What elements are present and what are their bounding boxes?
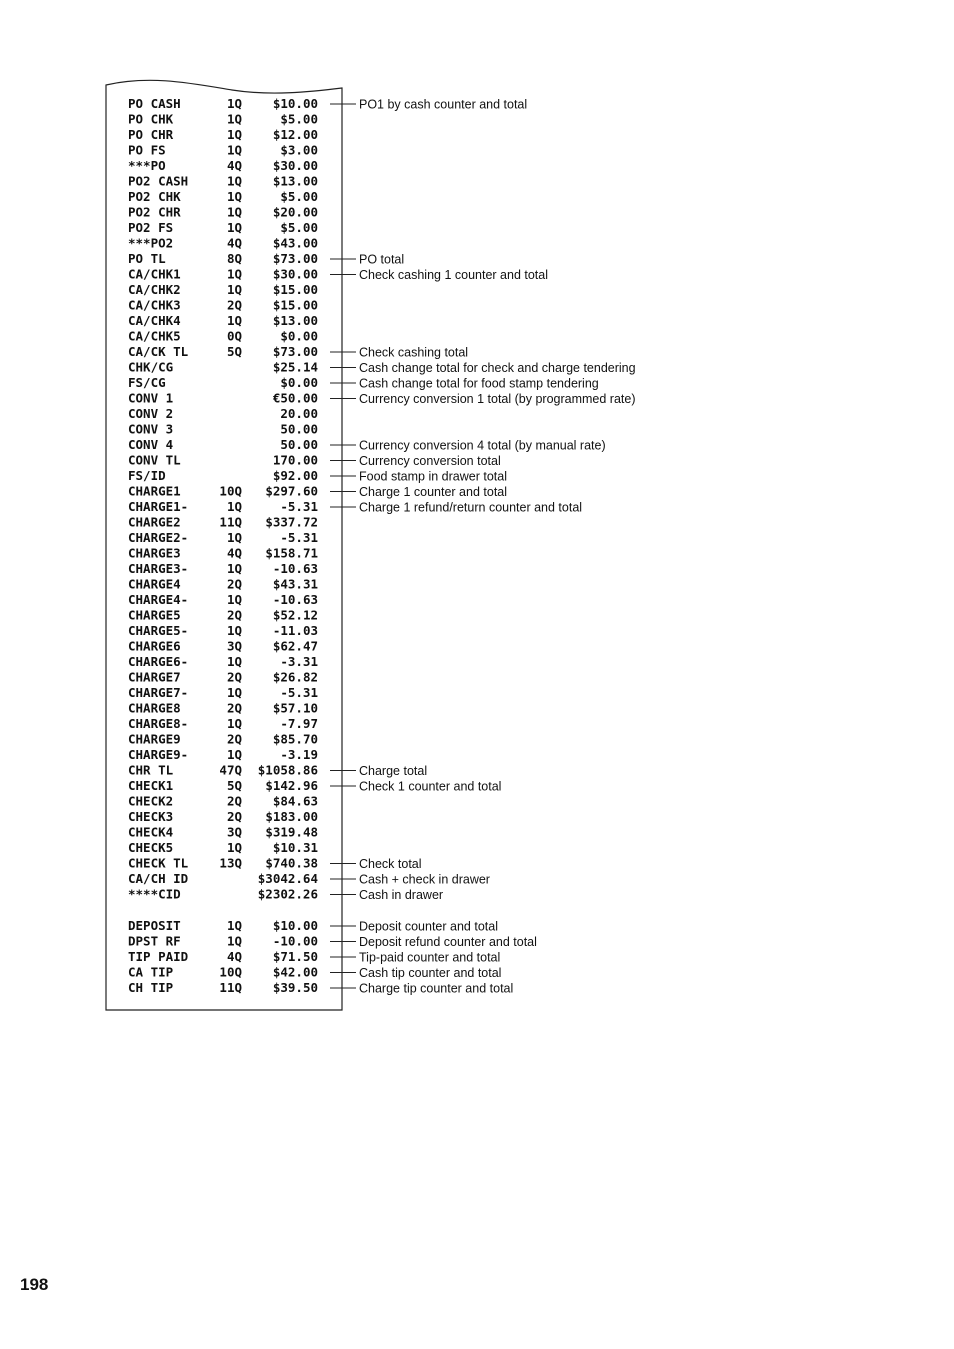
receipt-row-label: CHARGE7 bbox=[128, 669, 181, 685]
receipt-row-amount: -10.00 bbox=[272, 933, 318, 949]
receipt-row bbox=[128, 949, 318, 964]
receipt-row-label: ***PO bbox=[128, 158, 166, 173]
receipt-row-label: CHECK3 bbox=[128, 809, 174, 824]
receipt-row-count: 8Q bbox=[226, 251, 242, 266]
receipt-row-count: 2Q bbox=[226, 809, 242, 824]
receipt-row bbox=[128, 251, 318, 266]
receipt-row-label: CHARGE9 bbox=[128, 731, 181, 747]
receipt-row-amount: $5.00 bbox=[280, 220, 318, 235]
receipt-row-count: 1Q bbox=[226, 623, 242, 638]
annotation-text: PO1 by cash counter and total bbox=[359, 97, 528, 112]
receipt-row-count: 1Q bbox=[226, 142, 242, 158]
receipt-row-label: CONV 2 bbox=[128, 406, 174, 421]
receipt-row-amount: $62.47 bbox=[272, 638, 318, 654]
receipt-row bbox=[128, 468, 318, 483]
receipt-row-label: CA/CH ID bbox=[128, 871, 189, 886]
receipt-row bbox=[128, 530, 318, 545]
receipt-row bbox=[128, 406, 318, 421]
receipt-row-count: 1Q bbox=[226, 685, 242, 700]
receipt-row-count: 4Q bbox=[226, 235, 242, 251]
annotation-text: Cash change total for check and charge tendering bbox=[359, 361, 636, 375]
receipt-row-amount: -5.31 bbox=[280, 685, 318, 700]
receipt-row-amount: $57.10 bbox=[272, 700, 318, 716]
receipt-row-count: 47Q bbox=[219, 762, 242, 778]
receipt-row-label: CHARGE2- bbox=[128, 530, 189, 545]
receipt-row-amount: $158.71 bbox=[265, 545, 318, 561]
receipt-row-amount: $85.70 bbox=[272, 731, 318, 747]
receipt-row bbox=[128, 623, 318, 638]
receipt-row bbox=[128, 825, 318, 840]
receipt-row bbox=[128, 639, 318, 654]
receipt-row-label: CHR TL bbox=[128, 762, 174, 778]
receipt-row bbox=[128, 747, 318, 762]
receipt-row-label: CHECK5 bbox=[128, 840, 174, 855]
annotation-text: Charge total bbox=[359, 764, 428, 778]
receipt-row-label: CA/CHK4 bbox=[128, 313, 181, 328]
receipt-row-amount: $20.00 bbox=[272, 204, 318, 220]
receipt-row-amount: $3.00 bbox=[280, 142, 318, 158]
receipt-row-label: PO2 CASH bbox=[128, 173, 189, 189]
receipt-row-count: 1Q bbox=[226, 282, 242, 297]
receipt-row-count: 1Q bbox=[226, 96, 242, 111]
receipt-row-amount: $43.31 bbox=[272, 576, 318, 592]
receipt-row-label: ***PO2 bbox=[128, 235, 174, 251]
receipt-row-label: TIP PAID bbox=[128, 949, 189, 964]
receipt-row-amount: $142.96 bbox=[265, 778, 318, 793]
receipt-row-amount: $3042.64 bbox=[257, 871, 318, 886]
receipt-row-count: 1Q bbox=[226, 220, 242, 235]
receipt-row-label: CHARGE4 bbox=[128, 576, 181, 592]
receipt-row-amount: $183.00 bbox=[265, 809, 318, 824]
receipt-row-amount: $5.00 bbox=[280, 111, 318, 127]
receipt-row-amount: $73.00 bbox=[272, 344, 318, 359]
annotation-text: Cash change total for food stamp tendering bbox=[359, 376, 599, 391]
receipt-row bbox=[128, 546, 318, 561]
receipt-row-count: 1Q bbox=[226, 933, 242, 949]
annotations bbox=[330, 98, 636, 996]
receipt-row-label: CONV 3 bbox=[128, 421, 174, 437]
receipt-row-count: 0Q bbox=[226, 328, 242, 344]
receipt-row-label: CHARGE3 bbox=[128, 545, 181, 561]
receipt-row bbox=[128, 732, 318, 747]
receipt-row-count: 3Q bbox=[226, 638, 242, 654]
receipt-row bbox=[128, 918, 318, 933]
annotation-text: Cash + check in drawer bbox=[359, 872, 490, 887]
receipt-row-count: 1Q bbox=[226, 654, 242, 669]
annotation-text: PO total bbox=[359, 252, 405, 267]
receipt-row-amount: $740.38 bbox=[265, 855, 318, 871]
receipt-row-count: 4Q bbox=[226, 545, 242, 561]
annotation-text: Deposit refund counter and total bbox=[359, 935, 537, 949]
annotation-text: Food stamp in drawer total bbox=[359, 469, 507, 484]
receipt-row-amount: $13.00 bbox=[272, 313, 318, 328]
receipt-row-count: 2Q bbox=[226, 576, 242, 592]
receipt-row-label: CHARGE6- bbox=[128, 654, 189, 669]
receipt-row-count: 1Q bbox=[226, 111, 242, 127]
receipt-row-count: 2Q bbox=[226, 669, 242, 685]
annotation-text: Tip-paid counter and total bbox=[359, 950, 501, 965]
receipt-row bbox=[128, 887, 318, 902]
receipt-row-count: 1Q bbox=[226, 592, 242, 607]
receipt-row bbox=[128, 189, 318, 204]
receipt-row-label: CHECK1 bbox=[128, 778, 174, 793]
receipt-row bbox=[128, 174, 318, 189]
receipt-row bbox=[128, 236, 318, 251]
page-number: 198 bbox=[20, 1275, 49, 1294]
receipt-row-amount: $15.00 bbox=[272, 297, 318, 313]
receipt-row-count: 2Q bbox=[226, 700, 242, 716]
receipt-row-amount: $30.00 bbox=[272, 266, 318, 282]
receipt-row-amount: -5.31 bbox=[280, 530, 318, 545]
receipt-row-amount: $92.00 bbox=[272, 468, 318, 483]
receipt-row-amount: $30.00 bbox=[272, 158, 318, 173]
receipt-row-amount: -3.31 bbox=[280, 654, 318, 669]
receipt-row bbox=[128, 561, 318, 576]
receipt-row bbox=[128, 794, 318, 809]
receipt-row-amount: $5.00 bbox=[280, 189, 318, 204]
receipt-row-label: CA/CHK2 bbox=[128, 282, 181, 297]
receipt-row-label: DPST RF bbox=[128, 933, 181, 949]
receipt-row-amount: $39.50 bbox=[272, 980, 318, 995]
receipt-row-label: PO TL bbox=[128, 251, 166, 266]
receipt-row bbox=[128, 127, 318, 142]
receipt-row-label: FS/CG bbox=[128, 375, 166, 390]
receipt-row bbox=[128, 112, 318, 127]
receipt-row-label: CONV 4 bbox=[128, 437, 174, 452]
receipt-row-count: 10Q bbox=[219, 483, 242, 499]
receipt-row bbox=[128, 391, 318, 406]
receipt-row-label: PO FS bbox=[128, 142, 166, 158]
receipt-row-amount: $10.31 bbox=[272, 840, 318, 855]
receipt-row bbox=[128, 965, 318, 980]
receipt-row bbox=[128, 484, 318, 499]
receipt-row bbox=[128, 329, 318, 344]
receipt-row-amount: -5.31 bbox=[280, 499, 318, 514]
receipt-row-label: CHARGE2 bbox=[128, 514, 181, 530]
receipt-row bbox=[128, 980, 318, 995]
receipt-row-label: CHARGE1- bbox=[128, 499, 189, 514]
receipt-row-count: 1Q bbox=[226, 266, 242, 282]
receipt-row-count: 2Q bbox=[226, 731, 242, 747]
receipt-row-label: CHECK4 bbox=[128, 824, 174, 840]
receipt-row-amount: 50.00 bbox=[280, 421, 318, 437]
receipt-row-count: 1Q bbox=[226, 189, 242, 204]
receipt-row-amount: 170.00 bbox=[272, 452, 318, 468]
annotation-text: Check total bbox=[359, 857, 422, 871]
receipt-row bbox=[128, 298, 318, 313]
receipt-row bbox=[128, 654, 318, 669]
annotation-text: Currency conversion 1 total (by programmed rate) bbox=[359, 392, 636, 406]
receipt-row bbox=[128, 437, 318, 452]
receipt-row-amount: -3.19 bbox=[280, 747, 318, 762]
receipt-row bbox=[128, 778, 318, 793]
receipt-row-label: PO CHK bbox=[128, 111, 174, 127]
receipt-row bbox=[128, 577, 318, 592]
receipt-row-label: PO2 CHK bbox=[128, 189, 181, 204]
annotation-text: Check cashing 1 counter and total bbox=[359, 268, 549, 282]
receipt-row bbox=[128, 422, 318, 437]
receipt-row-amount: $0.00 bbox=[280, 375, 318, 390]
receipt-row-amount: $73.00 bbox=[272, 251, 318, 266]
receipt-row-label: CHARGE5- bbox=[128, 623, 189, 638]
receipt-row-amount: -10.63 bbox=[272, 592, 318, 607]
receipt-row bbox=[128, 856, 318, 871]
receipt-row bbox=[128, 375, 318, 390]
receipt-row-amount: $10.00 bbox=[272, 918, 318, 933]
receipt-row-amount: €50.00 bbox=[272, 390, 318, 406]
receipt-row-amount: $43.00 bbox=[272, 235, 318, 251]
annotation-text: Charge 1 refund/return counter and total bbox=[359, 500, 583, 515]
receipt-row-label: CHECK TL bbox=[128, 855, 189, 871]
receipt-row-count: 2Q bbox=[226, 297, 242, 313]
receipt-row-label: CA/CHK3 bbox=[128, 297, 181, 313]
receipt-row-count: 3Q bbox=[226, 824, 242, 840]
receipt-row-label: CHARGE9- bbox=[128, 747, 189, 762]
receipt-row bbox=[128, 763, 318, 778]
receipt-row-amount: $52.12 bbox=[272, 607, 318, 623]
annotation-text: Deposit counter and total bbox=[359, 919, 498, 934]
receipt-row bbox=[128, 344, 318, 359]
receipt-row-label: CHECK2 bbox=[128, 793, 174, 809]
receipt-row-label: CA/CHK1 bbox=[128, 266, 181, 282]
receipt-row bbox=[128, 267, 318, 282]
annotation-text: Check 1 counter and total bbox=[359, 779, 502, 794]
receipt-row-amount: -7.97 bbox=[280, 716, 318, 731]
receipt-row-amount: $297.60 bbox=[265, 483, 318, 499]
receipt-row-count: 1Q bbox=[226, 747, 242, 762]
receipt-row-label: CH TIP bbox=[128, 980, 174, 995]
receipt-row-count: 11Q bbox=[219, 514, 242, 530]
receipt-rows bbox=[128, 96, 318, 995]
receipt-row-label: CONV 1 bbox=[128, 390, 174, 406]
receipt-row bbox=[128, 313, 318, 328]
receipt-row-amount: $10.00 bbox=[272, 96, 318, 111]
receipt-row-amount: -11.03 bbox=[272, 623, 318, 638]
receipt-row-amount: 50.00 bbox=[280, 437, 318, 452]
receipt-row-count: 5Q bbox=[226, 344, 242, 359]
receipt-row bbox=[128, 934, 318, 949]
receipt-row bbox=[128, 809, 318, 824]
receipt-row-amount: $26.82 bbox=[272, 669, 318, 685]
receipt-row bbox=[128, 220, 318, 235]
receipt-row-amount: 20.00 bbox=[280, 406, 318, 421]
receipt-row-label: FS/ID bbox=[128, 468, 166, 483]
receipt-row bbox=[128, 515, 318, 530]
receipt-row bbox=[128, 592, 318, 607]
receipt-row-count: 1Q bbox=[226, 530, 242, 545]
receipt-row bbox=[128, 840, 318, 855]
receipt-row bbox=[128, 871, 318, 886]
receipt-row-amount: $1058.86 bbox=[257, 762, 318, 778]
receipt-row-count: 1Q bbox=[226, 840, 242, 855]
receipt-row-count: 4Q bbox=[226, 949, 242, 964]
receipt-row bbox=[128, 360, 318, 375]
receipt-row-label: PO2 CHR bbox=[128, 204, 181, 220]
receipt-row-amount: $15.00 bbox=[272, 282, 318, 297]
receipt-row-count: 1Q bbox=[226, 561, 242, 576]
receipt-row-label: CHARGE8 bbox=[128, 700, 181, 716]
receipt-row-count: 11Q bbox=[219, 980, 242, 995]
receipt-row-amount: -10.63 bbox=[272, 561, 318, 576]
receipt-row-amount: $71.50 bbox=[272, 949, 318, 964]
receipt-row bbox=[128, 608, 318, 623]
annotation-text: Currency conversion total bbox=[359, 454, 501, 468]
receipt-row-label: PO CASH bbox=[128, 96, 181, 111]
receipt-row-count: 10Q bbox=[219, 964, 242, 980]
receipt-row-label: CONV TL bbox=[128, 452, 181, 468]
receipt-row-label: CA TIP bbox=[128, 964, 174, 980]
receipt-row bbox=[128, 670, 318, 685]
receipt-row-amount: $42.00 bbox=[272, 964, 318, 980]
receipt-row-count: 1Q bbox=[226, 716, 242, 731]
receipt-row bbox=[128, 205, 318, 220]
annotation-text: Check cashing total bbox=[359, 345, 469, 360]
annotation-text: Cash tip counter and total bbox=[359, 966, 502, 980]
receipt-row-amount: $13.00 bbox=[272, 173, 318, 189]
receipt-row bbox=[128, 158, 318, 173]
annotation-text: Charge tip counter and total bbox=[359, 981, 514, 996]
annotation-text: Currency conversion 4 total (by manual rate) bbox=[359, 438, 606, 453]
receipt-row-amount: $2302.26 bbox=[257, 886, 318, 902]
receipt-row-label: CHARGE1 bbox=[128, 483, 181, 499]
receipt-row-amount: $25.14 bbox=[272, 359, 318, 375]
receipt-row-label: CHK/CG bbox=[128, 359, 174, 375]
receipt-row-count: 1Q bbox=[226, 499, 242, 514]
receipt-row bbox=[128, 701, 318, 716]
receipt-row bbox=[128, 143, 318, 158]
receipt-row-count: 1Q bbox=[226, 173, 242, 189]
receipt-row-count: 5Q bbox=[226, 778, 242, 793]
receipt-row-count: 1Q bbox=[226, 204, 242, 220]
receipt-row-label: CHARGE7- bbox=[128, 685, 189, 700]
receipt-row-count: 2Q bbox=[226, 607, 242, 623]
receipt-row-count: 1Q bbox=[226, 918, 242, 933]
receipt-row-count: 1Q bbox=[226, 313, 242, 328]
receipt-row-label: CHARGE3- bbox=[128, 561, 189, 576]
receipt-row-count: 13Q bbox=[219, 855, 242, 871]
receipt-row bbox=[128, 685, 318, 700]
receipt-row-amount: $84.63 bbox=[272, 793, 318, 809]
receipt-row-label: CA/CHK5 bbox=[128, 328, 181, 344]
receipt-row-amount: $337.72 bbox=[265, 514, 318, 530]
receipt-row-label: CHARGE5 bbox=[128, 607, 181, 623]
receipt-row-amount: $319.48 bbox=[265, 824, 318, 840]
receipt-row-label: CHARGE6 bbox=[128, 638, 181, 654]
receipt-row-label: DEPOSIT bbox=[128, 918, 181, 933]
receipt-row-amount: $12.00 bbox=[272, 127, 318, 142]
receipt-row bbox=[128, 282, 318, 297]
annotation-text: Charge 1 counter and total bbox=[359, 485, 508, 499]
receipt-row-label: CA/CK TL bbox=[128, 344, 189, 359]
receipt-row-label: PO2 FS bbox=[128, 220, 174, 235]
receipt-row-label: ****CID bbox=[128, 886, 181, 902]
receipt-row bbox=[128, 716, 318, 731]
receipt-row bbox=[128, 96, 318, 111]
receipt-row-count: 2Q bbox=[226, 793, 242, 809]
receipt-row bbox=[128, 453, 318, 468]
receipt-row-count: 4Q bbox=[226, 158, 242, 173]
receipt-row-count: 1Q bbox=[226, 127, 242, 142]
receipt-row-label: PO CHR bbox=[128, 127, 174, 142]
receipt-row-label: CHARGE8- bbox=[128, 716, 189, 731]
receipt-row bbox=[128, 499, 318, 514]
receipt-row-label: CHARGE4- bbox=[128, 592, 189, 607]
annotation-text: Cash in drawer bbox=[359, 888, 444, 902]
receipt-row-amount: $0.00 bbox=[280, 328, 318, 344]
